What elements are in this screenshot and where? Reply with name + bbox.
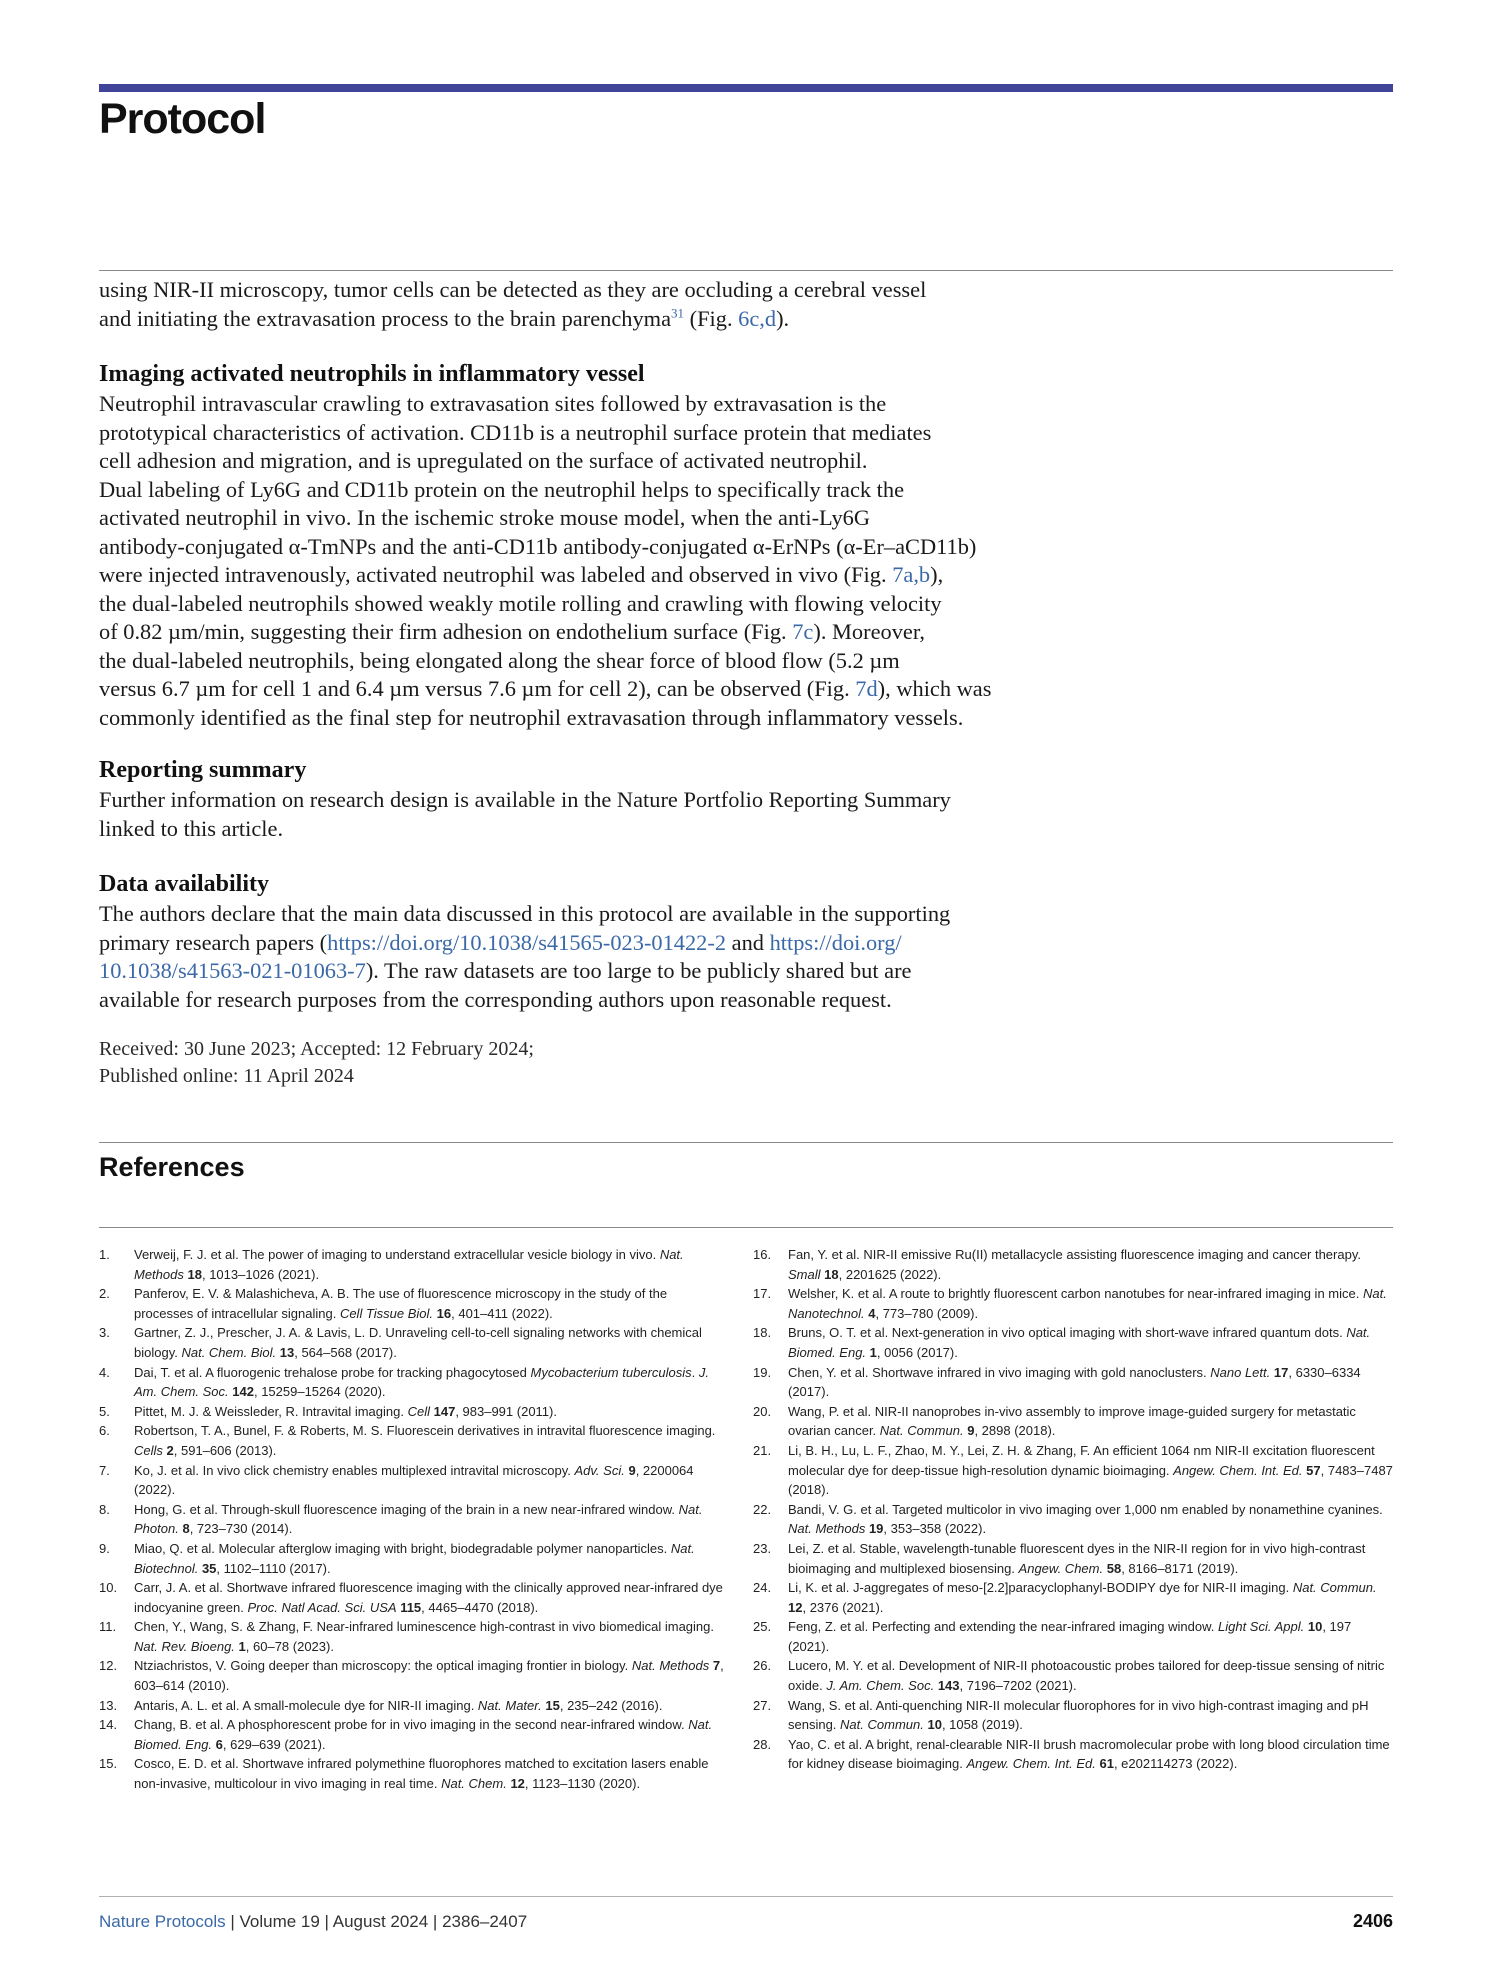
intro-paragraph [99, 276, 1069, 333]
footer-divider [99, 1896, 1393, 1897]
paragraph-text: ). Moreover, [813, 619, 925, 644]
reference-item [99, 1754, 724, 1793]
paragraph-line: activated neutrophil in vivo. In the ischemic stroke mouse model, when the anti-Ly6G [99, 505, 871, 530]
reference-text: Panferov, E. V. & Malashicheva, A. B. The use of fluorescence microscopy in the study of the processes of intracellular signaling. Cell Tissue Biol. 16, 401–411 (2022). [134, 1286, 668, 1321]
reference-number: 7. [99, 1462, 110, 1478]
reference-text: Dai, T. et al. A fluorogenic trehalose probe for tracking phagocytosed Mycobacterium tuberculosis. J. Am. Chem. Soc. 142, 15259–15264 (2020). [134, 1364, 709, 1400]
paragraph-text: and [726, 929, 770, 955]
paragraph-line: cell adhesion and migration, and is upregulated on the surface of activated neutrophil. [99, 448, 868, 473]
reference-number: 6. [99, 1423, 110, 1439]
reference-number: 26. [753, 1658, 772, 1674]
paragraph-line: Neutrophil intravascular crawling to extravasation sites followed by extravasation is the [99, 391, 887, 416]
reference-number: 10. [99, 1580, 118, 1596]
section-label: Protocol [99, 95, 266, 143]
reference-text: Gartner, Z. J., Prescher, J. A. & Lavis, L. D. Unraveling cell-to-cell signaling networks with chemical biology. Nat. Chem. Biol. 13, 564–568 (2017). [134, 1325, 702, 1360]
reference-text: Ko, J. et al. In vivo click chemistry enables multiplexed intravital microscopy. Adv. Sci. 9, 2200064 (2022). [134, 1462, 694, 1498]
reference-item [753, 1696, 1393, 1735]
reference-text: Chen, Y. et al. Shortwave infrared in vivo imaging with gold nanoclusters. Nano Lett. 17, 6330–6334 (2017). [788, 1364, 1361, 1400]
reference-number: 17. [753, 1286, 772, 1302]
reference-item [99, 1696, 724, 1716]
reference-text: Lei, Z. et al. Stable, wavelength-tunable fluorescent dyes in the NIR-II region for in vivo high-contrast bioimaging and multiplexed biosensing. Angew. Chem. 58, 8166–8171 (2019). [788, 1540, 1366, 1576]
reference-item [753, 1402, 1393, 1441]
references-column-left [99, 1245, 724, 1794]
reference-item [753, 1323, 1393, 1362]
reference-item [753, 1578, 1393, 1617]
reference-item [99, 1715, 724, 1754]
footer-citation [99, 1912, 527, 1932]
reference-item [99, 1461, 724, 1500]
reference-item [753, 1363, 1393, 1402]
reference-number: 4. [99, 1364, 110, 1380]
reference-number: 19. [753, 1364, 772, 1380]
reference-text: Carr, J. A. et al. Shortwave infrared fluorescence imaging with the clinically approved near-infrared dye indocyanine green. Proc. Natl Acad. Sci. USA 115, 4465–4470 (2018). [134, 1580, 723, 1615]
reference-item [99, 1402, 724, 1422]
reference-text: Li, K. et al. J-aggregates of meso-[2.2]paracyclophanyl-BODIPY dye for NIR-II imaging. Nat. Commun. 12, 2376 (2021). [788, 1580, 1377, 1615]
paragraph-line: the dual-labeled neutrophils showed weakly motile rolling and crawling with flowing velocity [99, 590, 942, 616]
paragraph-text: ), [930, 562, 944, 587]
reference-item [99, 1284, 724, 1323]
figure-link[interactable]: 7d [855, 676, 878, 701]
reference-number: 13. [99, 1697, 118, 1713]
reference-number: 11. [99, 1619, 117, 1635]
reference-text: Miao, Q. et al. Molecular afterglow imaging with bright, biodegradable polymer nanoparticles. Nat. Biotechnol. 35, 1102–1110 (2017). [134, 1540, 695, 1576]
reference-text: Pittet, M. J. & Weissleder, R. Intravital imaging. Cell 147, 983–991 (2011). [134, 1403, 557, 1419]
received-accepted-date: Received: 30 June 2023; Accepted: 12 February 2024; [99, 1038, 534, 1060]
reference-text: Bandi, V. G. et al. Targeted multicolor in vivo imaging over 1,000 nm enabled by nonamethine cyanines. Nat. Methods 19, 353–358 (2022). [788, 1501, 1383, 1537]
reference-item [99, 1500, 724, 1539]
reference-item [99, 1617, 724, 1656]
intro-text: ). [776, 305, 790, 331]
references-divider-top [99, 1142, 1393, 1143]
paragraph-line: Further information on research design is available in the Nature Portfolio Reporting Summary [99, 787, 951, 812]
reference-item [753, 1500, 1393, 1539]
publication-dates [99, 1036, 534, 1090]
doi-link[interactable]: https://doi.org/ [769, 929, 902, 955]
paragraph-text: of 0.82 µm/min, suggesting their firm adhesion on endothelium surface (Fig. [99, 619, 793, 644]
reference-number: 2. [99, 1286, 110, 1302]
citation-link[interactable]: 31 [671, 305, 685, 321]
paragraph-line: antibody-conjugated α-TmNPs and the anti-CD11b antibody-conjugated α-ErNPs (α-Er–aCD11b) [99, 533, 977, 559]
figure-link[interactable]: 6c,d [738, 305, 777, 331]
reference-number: 28. [753, 1736, 772, 1752]
references-column-right [753, 1245, 1393, 1774]
reference-item [99, 1539, 724, 1578]
reference-text: Bruns, O. T. et al. Next-generation in vivo optical imaging with short-wave infrared quantum dots. Nat. Biomed. Eng. 1, 0056 (2017). [788, 1325, 1371, 1360]
reference-text: Fan, Y. et al. NIR-II emissive Ru(II) metallacycle assisting fluorescence imaging and cancer therapy. Small 18, 2201625 (2022). [788, 1247, 1361, 1282]
journal-name-link[interactable]: Nature Protocols [99, 1912, 226, 1931]
reference-item [99, 1578, 724, 1617]
availability-paragraph [99, 900, 1069, 1014]
header-divider [99, 270, 1393, 271]
reference-number: 16. [753, 1247, 772, 1262]
reference-text: Verweij, F. J. et al. The power of imaging to understand extracellular vesicle biology in vivo. Nat. Methods 18, 1013–1026 (2021). [134, 1247, 684, 1282]
reference-number: 12. [99, 1658, 118, 1674]
reference-text: Wang, S. et al. Anti-quenching NIR-II molecular fluorophores for in vivo high-contrast imaging and pH sensing. Nat. Commun. 10, 1058 (2019). [788, 1697, 1369, 1733]
paragraph-line: Dual labeling of Ly6G and CD11b protein on the neutrophil helps to specifically track the [99, 476, 905, 502]
reference-text: Robertson, T. A., Bunel, F. & Roberts, M. S. Fluorescein derivatives in intravital fluorescence imaging. Cells 2, 591–606 (2013). [134, 1423, 716, 1458]
reference-number: 3. [99, 1325, 110, 1341]
section-heading-reporting: Reporting summary [99, 757, 307, 783]
doi-link[interactable]: https://doi.org/10.1038/s41565-023-01422-2 [327, 929, 727, 955]
intro-line: using NIR-II microscopy, tumor cells can be detected as they are occluding a cerebral vessel [99, 277, 927, 302]
reference-text: Ntziachristos, V. Going deeper than microscopy: the optical imaging frontier in biology. Nat. Methods 7, 603–614 (2010). [134, 1658, 724, 1694]
intro-text: (Fig. [684, 305, 739, 331]
reference-text: Hong, G. et al. Through-skull fluorescence imaging of the brain in a new near-infrared window. Nat. Photon. 8, 723–730 (2014). [134, 1501, 703, 1537]
reference-item [753, 1735, 1393, 1774]
reference-text: Chang, B. et al. A phosphorescent probe for in vivo imaging in the second near-infrared window. Nat. Biomed. Eng. 6, 629–639 (2021). [134, 1717, 713, 1752]
reference-number: 1. [99, 1247, 110, 1262]
reference-text: Chen, Y., Wang, S. & Zhang, F. Near-infrared luminescence high-contrast in vivo biomedical imaging. Nat. Rev. Bioeng. 1, 60–78 (2023). [134, 1619, 714, 1654]
section-heading-neutrophils: Imaging activated neutrophils in inflammatory vessel [99, 361, 645, 387]
intro-text: and initiating the extravasation process to the brain parenchyma [99, 305, 672, 331]
reference-text: Antaris, A. L. et al. A small-molecule dye for NIR-II imaging. Nat. Mater. 15, 235–242 (2016). [134, 1697, 663, 1713]
reference-item [753, 1617, 1393, 1656]
reference-number: 23. [753, 1540, 772, 1556]
reference-number: 25. [753, 1619, 772, 1635]
paragraph-text: ). The raw datasets are too large to be publicly shared but are [365, 958, 912, 983]
neutrophils-paragraph [99, 390, 1069, 732]
paragraph-line: The authors declare that the main data discussed in this protocol are available in the supporting [99, 901, 951, 926]
reference-item [753, 1284, 1393, 1323]
paragraph-line: commonly identified as the final step for neutrophil extravasation through inflammatory vessels. [99, 704, 964, 730]
reference-number: 5. [99, 1403, 110, 1419]
reference-item [99, 1656, 724, 1695]
reference-text: Lucero, M. Y. et al. Development of NIR-II photoacoustic probes tailored for deep-tissue sensing of nitric oxide. J. Am. Chem. Soc. 143, 7196–7202 (2021). [788, 1658, 1385, 1694]
reference-item [753, 1539, 1393, 1578]
paragraph-text: ), which was [877, 676, 992, 701]
figure-link[interactable]: 7c [792, 619, 814, 644]
reference-item [99, 1363, 724, 1402]
reference-text: Li, B. H., Lu, L. F., Zhao, M. Y., Lei, Z. H. & Zhang, F. An efficient 1064 nm NIR-II excitation fluorescent molecular dye for deep-tissue high-resolution dynamic bioimaging. Angew. Chem. Int. Ed. 57, 7483–7487 (2018). [788, 1442, 1393, 1498]
reference-item [753, 1245, 1393, 1284]
reference-number: 15. [99, 1756, 118, 1772]
paragraph-line: available for research purposes from the corresponding authors upon reasonable request. [99, 986, 892, 1012]
reference-text: Yao, C. et al. A bright, renal-clearable NIR-II brush macromolecular probe with long blood circulation time for kidney disease bioimaging. Angew. Chem. Int. Ed. 61, e202114273 (2022). [788, 1736, 1390, 1772]
paragraph-line: the dual-labeled neutrophils, being elongated along the shear force of blood flow (5.2 µm [99, 647, 900, 673]
reference-item [753, 1656, 1393, 1695]
reference-number: 9. [99, 1540, 110, 1556]
section-heading-data-availability: Data availability [99, 871, 270, 897]
reference-number: 24. [753, 1580, 772, 1596]
reference-item [99, 1323, 724, 1362]
reference-number: 27. [753, 1697, 772, 1713]
figure-link[interactable]: 7a,b [892, 562, 931, 587]
reference-text: Cosco, E. D. et al. Shortwave infrared polymethine fluorophores matched to excitation lasers enable non-invasive, multicolour in vivo imaging in real time. Nat. Chem. 12, 1123–1130 (2020). [134, 1756, 709, 1792]
references-divider [99, 1227, 1393, 1228]
reporting-paragraph [99, 786, 1069, 843]
reference-text: Welsher, K. et al. A route to brightly fluorescent carbon nanotubes for near-infrared imaging in mice. Nat. Nanotechnol. 4, 773–780 (2009). [788, 1286, 1387, 1321]
reference-item [99, 1421, 724, 1460]
paragraph-line: linked to this article. [99, 815, 284, 841]
paragraph-text: versus 6.7 µm for cell 1 and 6.4 µm versus 7.6 µm for cell 2), can be observed (Fig. [99, 676, 856, 701]
reference-number: 20. [753, 1403, 772, 1419]
paragraph-line: prototypical characteristics of activation. CD11b is a neutrophil surface protein that mediates [99, 419, 932, 445]
paragraph-text: primary research papers ( [99, 929, 328, 955]
reference-number: 22. [753, 1501, 772, 1517]
paragraph-text: were injected intravenously, activated neutrophil was labeled and observed in vivo (Fig. [99, 562, 893, 587]
references-title: References [99, 1152, 245, 1182]
reference-number: 21. [753, 1442, 772, 1458]
reference-number: 8. [99, 1501, 110, 1517]
reference-item [753, 1441, 1393, 1500]
reference-text: Wang, P. et al. NIR-II nanoprobes in-vivo assembly to improve image-guided surgery for metastatic ovarian cancer. Nat. Commun. 9, 2898 (2018). [788, 1403, 1356, 1439]
page-number: 2406 [1352, 1911, 1393, 1931]
issue-details: | Volume 19 | August 2024 | 2386–2407 [225, 1912, 528, 1931]
reference-number: 18. [753, 1325, 772, 1341]
published-date: Published online: 11 April 2024 [99, 1065, 354, 1087]
doi-link[interactable]: 10.1038/s41563-021-01063-7 [99, 958, 366, 983]
reference-text: Feng, Z. et al. Perfecting and extending the near-infrared imaging window. Light Sci. Appl. 10, 197 (2021). [788, 1619, 1352, 1654]
header-accent-bar [99, 84, 1393, 92]
reference-number: 14. [99, 1717, 118, 1733]
reference-item [99, 1245, 724, 1284]
